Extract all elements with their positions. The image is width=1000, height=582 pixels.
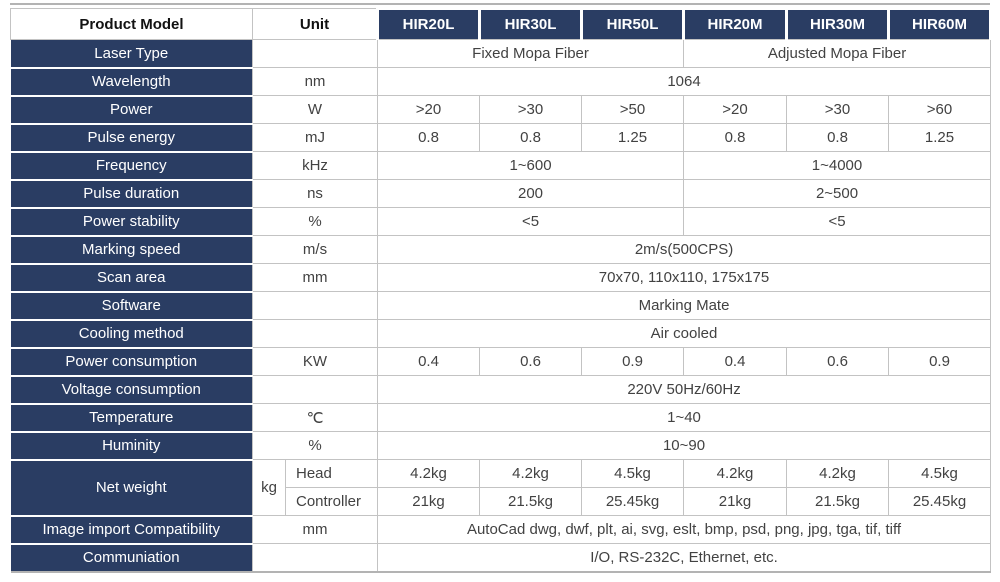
table-row xyxy=(11,124,991,152)
unit-cell: mm xyxy=(253,516,378,544)
data-cell: 21.5kg xyxy=(787,488,889,516)
data-cell: >20 xyxy=(684,96,787,124)
row-label-temperature: Temperature xyxy=(11,404,253,432)
data-cell: 25.45kg xyxy=(582,488,684,516)
data-cell: 0.8 xyxy=(480,124,582,152)
spec-table-body xyxy=(11,9,991,572)
data-cell: Adjusted Mopa Fiber xyxy=(684,40,991,68)
table-row xyxy=(11,292,991,320)
data-cell: 0.4 xyxy=(684,348,787,376)
col-header-hir60m: HIR60M xyxy=(889,9,991,40)
table-row xyxy=(11,96,991,124)
data-cell: 0.4 xyxy=(378,348,480,376)
unit-cell: m/s xyxy=(253,236,378,264)
data-cell: AutoCad dwg, dwf, plt, ai, svg, eslt, bmp, psd, png, jpg, tga, tif, tiff xyxy=(378,516,991,544)
data-cell: >30 xyxy=(787,96,889,124)
data-cell: 21.5kg xyxy=(480,488,582,516)
data-cell: >60 xyxy=(889,96,991,124)
table-row xyxy=(11,40,991,68)
table-row xyxy=(11,348,991,376)
row-label-pulse-duration: Pulse duration xyxy=(11,180,253,208)
unit-cell: W xyxy=(253,96,378,124)
table-row xyxy=(11,516,991,544)
data-cell: 4.2kg xyxy=(480,460,582,488)
data-cell: 0.9 xyxy=(889,348,991,376)
data-cell: 0.9 xyxy=(582,348,684,376)
data-cell: 21kg xyxy=(378,488,480,516)
data-cell: 1~40 xyxy=(378,404,991,432)
subrow-label-head: Head xyxy=(286,460,378,488)
data-cell: 1.25 xyxy=(582,124,684,152)
data-cell: 200 xyxy=(378,180,684,208)
table-row xyxy=(11,320,991,348)
unit-cell xyxy=(253,376,378,404)
subrow-label-controller: Controller xyxy=(286,488,378,516)
table-top-border xyxy=(10,3,990,5)
row-label-net-weight: Net weight xyxy=(11,460,253,516)
row-label-cooling-method: Cooling method xyxy=(11,320,253,348)
unit-cell xyxy=(253,320,378,348)
table-row xyxy=(11,264,991,292)
unit-cell xyxy=(253,292,378,320)
row-label-power: Power xyxy=(11,96,253,124)
col-header-hir50l: HIR50L xyxy=(582,9,684,40)
unit-cell: ℃ xyxy=(253,404,378,432)
data-cell: Fixed Mopa Fiber xyxy=(378,40,684,68)
unit-header: Unit xyxy=(253,9,378,40)
data-cell: >30 xyxy=(480,96,582,124)
row-label-frequency: Frequency xyxy=(11,152,253,180)
data-cell: 2m/s(500CPS) xyxy=(378,236,991,264)
data-cell: 0.6 xyxy=(480,348,582,376)
row-label-huminity: Huminity xyxy=(11,432,253,460)
row-label-pulse-energy: Pulse energy xyxy=(11,124,253,152)
table-row xyxy=(11,68,991,96)
unit-cell: nm xyxy=(253,68,378,96)
data-cell: 4.5kg xyxy=(889,460,991,488)
data-cell: 4.2kg xyxy=(787,460,889,488)
product-model-header: Product Model xyxy=(11,9,253,40)
data-cell: 25.45kg xyxy=(889,488,991,516)
unit-cell: ns xyxy=(253,180,378,208)
unit-cell: % xyxy=(253,432,378,460)
table-row xyxy=(11,208,991,236)
data-cell: Marking Mate xyxy=(378,292,991,320)
data-cell: 4.2kg xyxy=(378,460,480,488)
col-header-hir30l: HIR30L xyxy=(480,9,582,40)
spec-table-wrap xyxy=(10,3,990,573)
data-cell: 0.8 xyxy=(787,124,889,152)
col-header-hir30m: HIR30M xyxy=(787,9,889,40)
table-row xyxy=(11,432,991,460)
table-row xyxy=(11,460,991,488)
data-cell: 220V 50Hz/60Hz xyxy=(378,376,991,404)
data-cell: 0.8 xyxy=(684,124,787,152)
data-cell: 0.8 xyxy=(378,124,480,152)
data-cell: 4.2kg xyxy=(684,460,787,488)
table-row xyxy=(11,404,991,432)
col-header-hir20m: HIR20M xyxy=(684,9,787,40)
row-label-wavelength: Wavelength xyxy=(11,68,253,96)
row-label-power-consumption: Power consumption xyxy=(11,348,253,376)
data-cell: 10~90 xyxy=(378,432,991,460)
data-cell: 4.5kg xyxy=(582,460,684,488)
row-label-marking-speed: Marking speed xyxy=(11,236,253,264)
header-row xyxy=(11,9,991,40)
data-cell: I/O, RS-232C, Ethernet, etc. xyxy=(378,544,991,572)
row-label-image-import-compatibility: Image import Compatibility xyxy=(11,516,253,544)
data-cell: 1.25 xyxy=(889,124,991,152)
row-label-laser-type: Laser Type xyxy=(11,40,253,68)
data-cell: <5 xyxy=(378,208,684,236)
data-cell: 1~600 xyxy=(378,152,684,180)
row-label-scan-area: Scan area xyxy=(11,264,253,292)
unit-cell: KW xyxy=(253,348,378,376)
unit-cell: % xyxy=(253,208,378,236)
row-label-software: Software xyxy=(11,292,253,320)
data-cell: 21kg xyxy=(684,488,787,516)
table-row xyxy=(11,180,991,208)
col-header-hir20l: HIR20L xyxy=(378,9,480,40)
data-cell: 0.6 xyxy=(787,348,889,376)
unit-cell: kHz xyxy=(253,152,378,180)
table-row xyxy=(11,236,991,264)
data-cell: <5 xyxy=(684,208,991,236)
row-label-voltage-consumption: Voltage consumption xyxy=(11,376,253,404)
product-spec-table xyxy=(10,7,992,573)
row-label-power-stability: Power stability xyxy=(11,208,253,236)
row-label-communiation: Communiation xyxy=(11,544,253,572)
unit-cell xyxy=(253,40,378,68)
data-cell: 1~4000 xyxy=(684,152,991,180)
unit-cell xyxy=(253,544,378,572)
data-cell: >20 xyxy=(378,96,480,124)
table-row xyxy=(11,152,991,180)
unit-cell: mJ xyxy=(253,124,378,152)
data-cell: 70x70, 110x110, 175x175 xyxy=(378,264,991,292)
unit-cell: mm xyxy=(253,264,378,292)
data-cell: 2~500 xyxy=(684,180,991,208)
table-row xyxy=(11,544,991,572)
unit-kg-cell: kg xyxy=(253,460,286,516)
table-row xyxy=(11,376,991,404)
data-cell: >50 xyxy=(582,96,684,124)
data-cell: 1064 xyxy=(378,68,991,96)
data-cell: Air cooled xyxy=(378,320,991,348)
